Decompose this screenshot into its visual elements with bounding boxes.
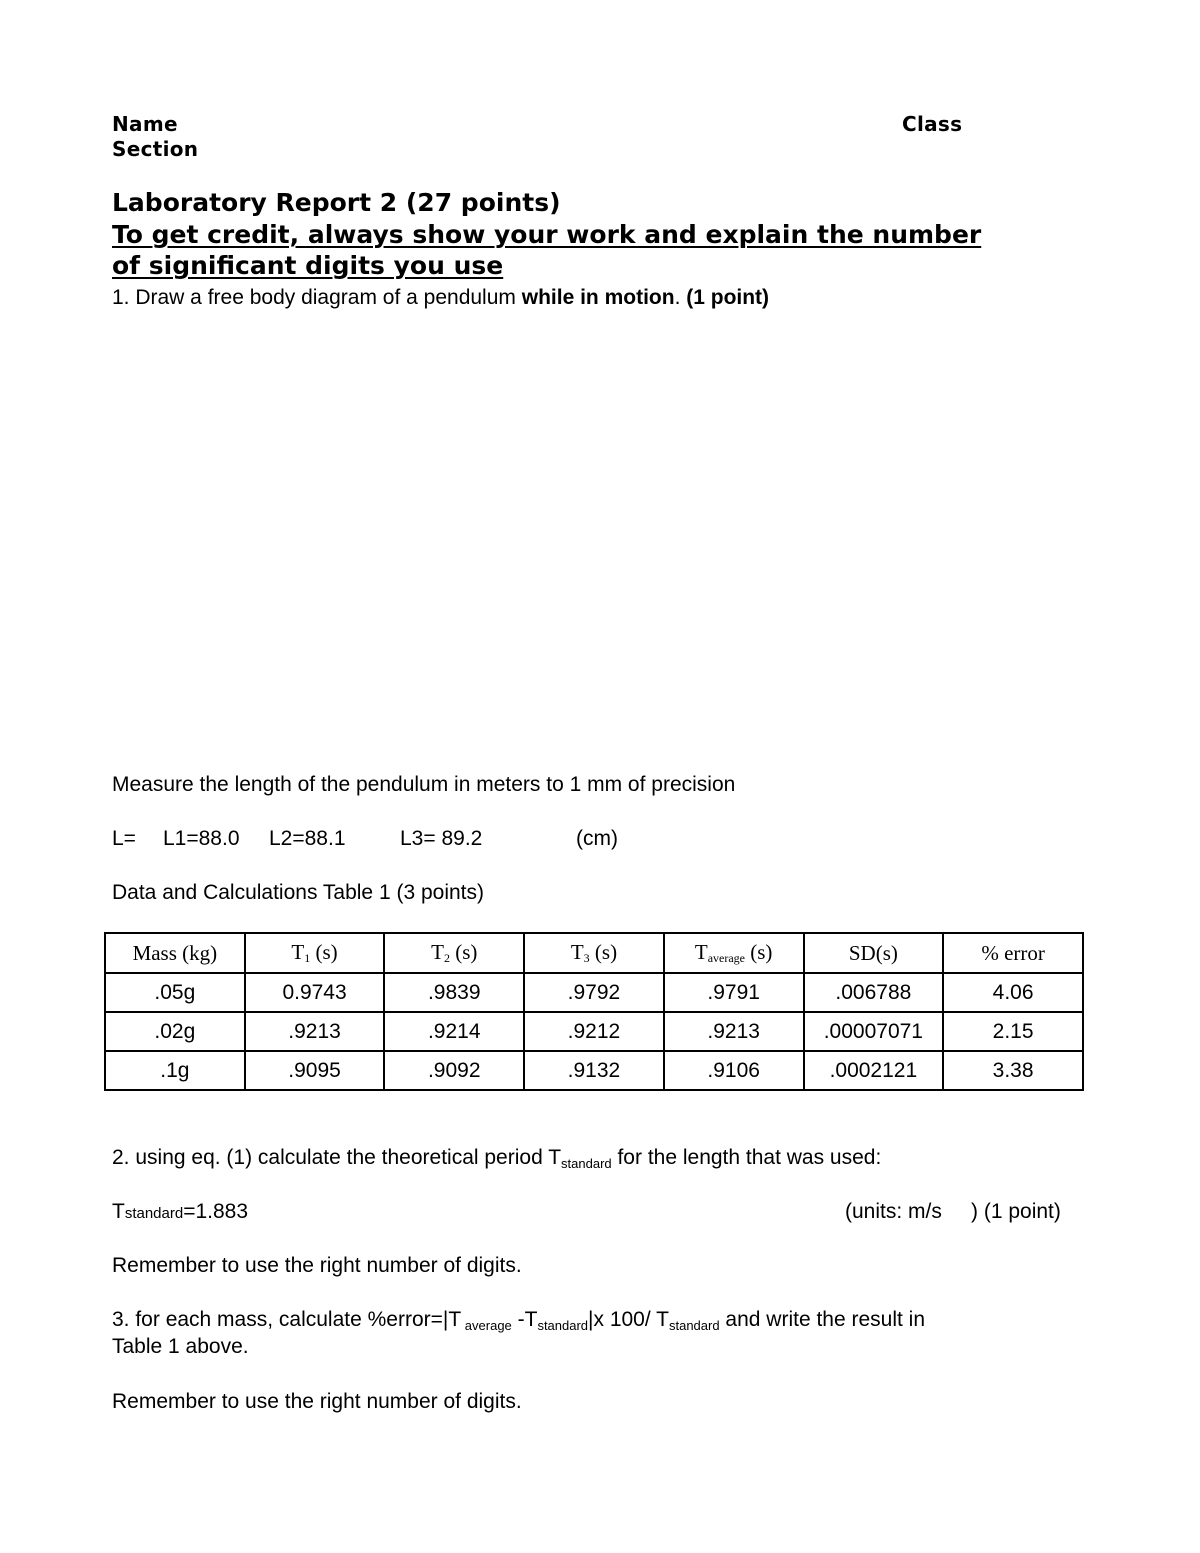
- instructions-line-2: of significant digits you use: [112, 251, 504, 280]
- cell-t-average: .9791: [664, 973, 804, 1012]
- question-1-emphasis: while in motion: [521, 286, 675, 309]
- cell-t3: .9212: [524, 1012, 664, 1051]
- question-1-points: (1 point): [686, 286, 770, 309]
- cell-sd: .0002121: [804, 1051, 944, 1090]
- table-row: [105, 1051, 1083, 1090]
- length-l2: L2=88.1: [269, 827, 346, 850]
- header-t-average: Taverage (s): [664, 933, 804, 973]
- cell-mass: .02g: [105, 1012, 245, 1051]
- reminder-2: Remember to use the right number of digits.: [112, 1390, 522, 1413]
- question-3-line-2: Table 1 above.: [112, 1335, 249, 1358]
- table-header-row: [105, 933, 1083, 973]
- question-1: [112, 286, 769, 310]
- cell-mass: .1g: [105, 1051, 245, 1090]
- header-sd: SD(s): [804, 933, 944, 973]
- cell-t-average: .9213: [664, 1012, 804, 1051]
- page-title: Laboratory Report 2 (27 points): [112, 188, 561, 217]
- cell-t1: 0.9743: [245, 973, 385, 1012]
- data-table: [104, 932, 1084, 1091]
- cell-error: 3.38: [943, 1051, 1083, 1090]
- cell-t3: .9792: [524, 973, 664, 1012]
- cell-error: 2.15: [943, 1012, 1083, 1051]
- instructions-line-1: To get credit, always show your work and explain the number: [112, 220, 982, 249]
- question-3: 3. for each mass, calculate %error=|T $_{average}$ $-T_{standard}|x$ 100/ $T_{standard}$ and write the result in: [112, 1308, 926, 1333]
- cell-t3: .9132: [524, 1051, 664, 1090]
- cell-t2: .9214: [384, 1012, 524, 1051]
- question-1-mid: .: [674, 286, 687, 309]
- cell-sd: .00007071: [804, 1012, 944, 1051]
- length-l3: L3= 89.2: [400, 827, 483, 850]
- table-title: Data and Calculations Table 1 (3 points): [112, 881, 485, 904]
- header-t2: T2 (s): [384, 933, 524, 973]
- measure-instruction: Measure the length of the pendulum in meters to 1 mm of precision: [112, 773, 736, 796]
- header-mass: Mass (kg): [105, 933, 245, 973]
- name-label: Name: [112, 112, 178, 136]
- cell-t1: .9095: [245, 1051, 385, 1090]
- cell-mass: .05g: [105, 973, 245, 1012]
- cell-sd: .006788: [804, 973, 944, 1012]
- length-l1: L1=88.0: [163, 827, 240, 850]
- length-unit: (cm): [576, 827, 618, 850]
- section-label: Section: [112, 137, 199, 161]
- header-t3: T3 (s): [524, 933, 664, 973]
- table-row: [105, 1012, 1083, 1051]
- cell-t-average: .9106: [664, 1051, 804, 1090]
- cell-error: 4.06: [943, 973, 1083, 1012]
- cell-t2: .9092: [384, 1051, 524, 1090]
- reminder-1: Remember to use the right number of digits.: [112, 1254, 522, 1277]
- question-1-prefix: 1. Draw a free body diagram of a pendulum: [112, 286, 522, 309]
- length-label: L=: [112, 827, 136, 850]
- class-label: Class: [902, 112, 963, 136]
- cell-t2: .9839: [384, 973, 524, 1012]
- question-2: 2. using eq. (1) calculate the theoretical period $T_{standard}$ for the length that was used:: [112, 1146, 882, 1171]
- header-error: % error: [943, 933, 1083, 973]
- cell-t1: .9213: [245, 1012, 385, 1051]
- table-row: [105, 973, 1083, 1012]
- t-standard-answer: Tstandard=1.883: [112, 1200, 249, 1223]
- t-standard-units: (units: m/s ) (1 point): [845, 1200, 1061, 1223]
- header-t1: T1 (s): [245, 933, 385, 973]
